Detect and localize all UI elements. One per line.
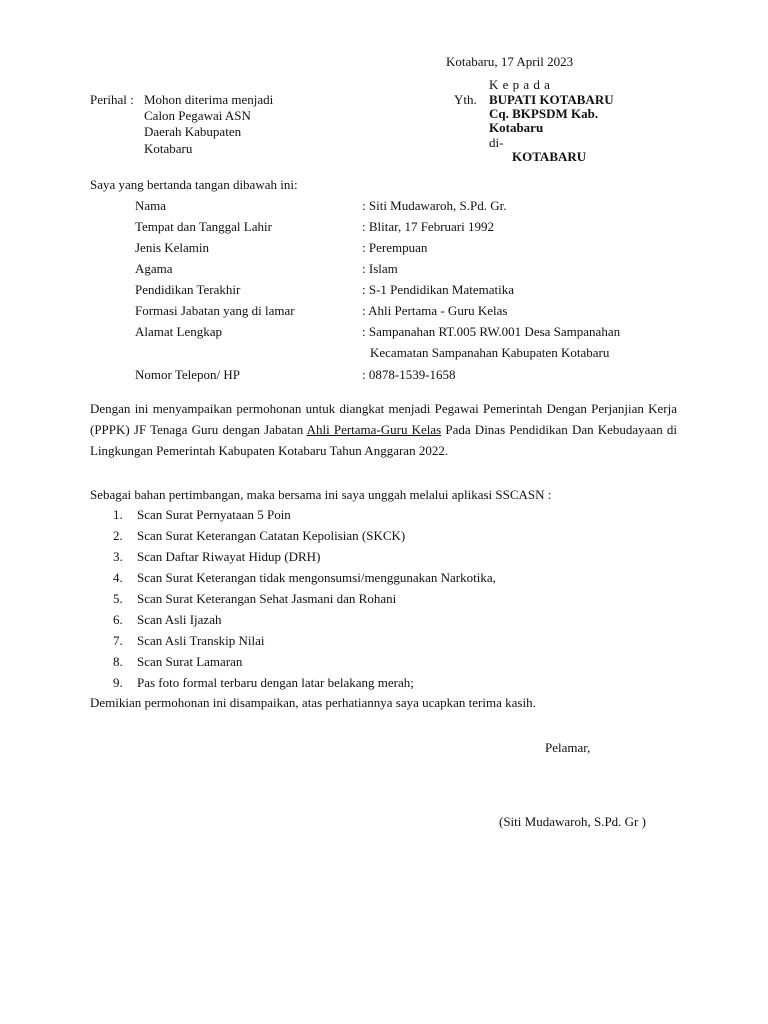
recipient-line-2: Cq. BKPSDM Kab. [489, 106, 599, 121]
list-text: Scan Surat Pernyataan 5 Poin [137, 507, 291, 522]
identity-value: : Siti Mudawaroh, S.Pd. Gr. [362, 198, 507, 213]
subject-line-4: Kotabaru [144, 141, 193, 156]
identity-label: Tempat dan Tanggal Lahir [135, 219, 272, 234]
signature-name: (Siti Mudawaroh, S.Pd. Gr ) [499, 814, 646, 829]
identity-row [0, 237, 768, 258]
identity-value: Kecamatan Sampanahan Kabupaten Kotabaru [370, 345, 610, 360]
identity-row [0, 300, 768, 321]
identity-value: : Islam [362, 261, 398, 276]
identity-label: Alamat Lengkap [135, 324, 222, 339]
identity-row [0, 258, 768, 279]
identity-value: : S-1 Pendidikan Matematika [362, 282, 515, 297]
closing-text: Demikian permohonan ini disampaikan, atas perhatiannya saya ucapkan terima kasih. [90, 695, 536, 710]
list-number: 1. [113, 507, 123, 522]
list-text: Scan Asli Ijazah [137, 612, 222, 627]
identity-row [0, 342, 768, 363]
identity-value: : Sampanahan RT.005 RW.001 Desa Sampanahan [362, 324, 621, 339]
list-text: Scan Surat Keterangan tidak mengonsumsi/menggunakan Narkotika, [137, 570, 496, 585]
body-part-2: Pada Dinas Pendidikan Dan Kebudayaan di Lingkungan Pemerintah Kabupaten Kotabaru Tahun Anggaran 2022. [90, 422, 677, 458]
intro-text: Saya yang bertanda tangan dibawah ini: [90, 177, 298, 192]
list-text: Scan Surat Keterangan Sehat Jasmani dan Rohani [137, 591, 397, 606]
recipient-line-3: Kotabaru [489, 120, 544, 135]
letter-date: Kotabaru, 17 April 2023 [446, 54, 574, 69]
identity-label: Agama [135, 261, 173, 276]
identity-row [0, 279, 768, 300]
identity-row [0, 195, 768, 216]
identity-value: : Perempuan [362, 240, 428, 255]
list-number: 6. [113, 612, 123, 627]
list-number: 9. [113, 675, 123, 690]
list-number: 7. [113, 633, 123, 648]
subject-line-2: Calon Pegawai ASN [144, 108, 251, 123]
list-text: Scan Surat Lamaran [137, 654, 243, 669]
body-part-1: Dengan ini menyampaikan permohonan untuk diangkat menjadi Pegawai Pemerintah Dengan Perjanjian Kerja (PPPK) JF Tenaga Guru dengan Jabatan [90, 401, 677, 437]
subject-line-3: Daerah Kabupaten [144, 124, 242, 139]
identity-label: Nama [135, 198, 167, 213]
identity-label: Formasi Jabatan yang di lamar [135, 303, 295, 318]
identity-label: Jenis Kelamin [135, 240, 210, 255]
list-number: 8. [113, 654, 123, 669]
identity-value: : Ahli Pertama - Guru Kelas [362, 303, 508, 318]
list-text: Scan Asli Transkip Nilai [137, 633, 265, 648]
subject-label: Perihal : [90, 92, 134, 107]
position-underlined: Ahli Pertama-Guru Kelas [306, 422, 442, 437]
list-text: Pas foto formal terbaru dengan latar belakang merah; [137, 675, 414, 690]
identity-value: : Blitar, 17 Februari 1992 [362, 219, 494, 234]
list-number: 4. [113, 570, 123, 585]
identity-label: Pendidikan Terakhir [135, 282, 241, 297]
body-paragraph [90, 398, 677, 461]
recipient-di: di- [489, 135, 504, 150]
list-number: 2. [113, 528, 123, 543]
list-text: Scan Daftar Riwayat Hidup (DRH) [137, 549, 321, 564]
recipient-city: KOTABARU [512, 149, 587, 164]
list-number: 3. [113, 549, 123, 564]
yth-label: Yth. [454, 92, 477, 107]
list-number: 5. [113, 591, 123, 606]
identity-row [0, 216, 768, 237]
attachments-intro: Sebagai bahan pertimbangan, maka bersama ini saya unggah melalui aplikasi SSCASN : [90, 487, 552, 502]
recipient-line-1: BUPATI KOTABARU [489, 92, 614, 107]
list-text: Scan Surat Keterangan Catatan Kepolisian (SKCK) [137, 528, 406, 543]
identity-row [0, 364, 768, 385]
subject-line-1: Mohon diterima menjadi [144, 92, 274, 107]
identity-label: Nomor Telepon/ HP [135, 367, 241, 382]
identity-value: : 0878-1539-1658 [362, 367, 456, 382]
kepada-label: K e p a d a [489, 77, 551, 92]
signature-role: Pelamar, [545, 740, 591, 755]
identity-row [0, 321, 768, 342]
